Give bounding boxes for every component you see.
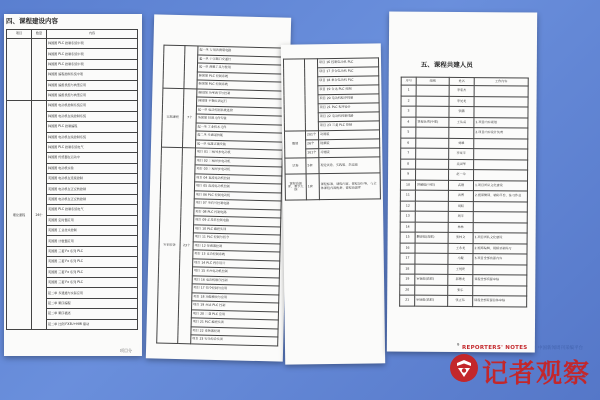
work-cell [473,285,527,296]
page4-heading: 五、课程共建人员 [420,60,473,70]
content-cell: 英国图 定时器应用 [47,215,138,225]
group-cell: 审核组(高职) [415,295,448,306]
name-cell: 王悦亮 [448,264,473,275]
content-cell: 项目 02 三相异步电动机 [195,156,282,167]
name-cell: 王从南 [449,117,474,128]
page-number: 9 [456,341,460,347]
content-cell: 起二单 顺序编程 [47,298,138,308]
name-cell [449,127,474,138]
group-cell [415,222,448,233]
document-page-3 [281,43,385,364]
work-cell: 1.项目内容规划 [474,117,528,128]
course-content-table-continued-body [157,45,285,345]
content-cell: 项目 13 自动控制系统 [193,250,280,261]
row-number: 5 [401,127,416,138]
document-page-2 [146,14,291,361]
watermark-chinese-title: 记者观察 [482,359,591,389]
header-count: 数量 [32,30,47,39]
blank-cell [304,59,318,131]
content-cell: 项目 23 安全综合实训 [191,335,278,346]
count-cell: 201个 [305,131,318,140]
group-label: 实践课程 [161,88,183,148]
work-cell: 3.项目全部资源内容 [473,254,527,265]
name-cell: 张乐 [448,285,473,296]
content-cell: 英国图 控制元件安装 [196,114,283,125]
group-cell [415,211,448,222]
group-cell [416,127,449,138]
page1-heading: 四、课程建设内容 [6,17,58,25]
name-cell: 张正伟 [448,295,473,306]
row-number: 13 [400,211,415,222]
work-cell: 课程全部资源审核 [473,275,527,286]
content-cell: 韩国图 PLC 控制编程 [47,122,138,132]
group-cell [415,264,448,275]
work-cell [473,201,527,212]
watermark-subtitle: 中国新闻周刊采编平台 [538,346,583,351]
content-cell: 项目 22 变频器控制 [191,326,278,337]
group-cell [415,253,448,264]
content-cell: 韩国图 PLC 控制系统 [197,71,284,82]
group-cell: 讲解组(中职) [415,180,448,191]
content-cell: 英国图 工业技术控制 [47,226,138,236]
content-cell: 英国图 电动机在正反转控制 [47,194,138,204]
group-count: 23个 [178,148,196,344]
work-cell [474,107,528,118]
row-number: 18 [400,264,415,275]
row-number: 2 [401,96,416,107]
content-cell: 项目 17 多台电动机 PLC [318,67,379,77]
content-cell: 韩国图 PLC 控制系统电气 [47,142,138,152]
name-cell: 胡聪 [448,201,473,212]
row-number: 21 [400,295,415,306]
group-cell [416,148,449,159]
content-cell: 起二单 顺序描述 [47,309,138,319]
content-cell: 韩国图 PLC 控制系统中项 [47,59,138,69]
content-cell: 项目 19 台达 PLC 控制 [192,301,279,312]
name-cell: 郝德龙 [448,274,473,285]
content-cell: 起一单 工业技术元件 [196,122,283,133]
reporters-logo-icon [450,354,478,382]
row-number: 17 [400,253,415,264]
content-cell: 项目 03 三相异步电动机 [195,165,282,176]
content-cell: 起二单 比例 FX3U+HMI 驱动 [47,319,138,329]
content-cell: 项目 22 电动机控制线路 [318,112,379,122]
group-label: 微课 [284,131,305,158]
group-cell [416,138,449,149]
content-cell: 项目 15 多台电动机控制 [192,267,279,278]
reporters-notes-watermark [426,340,600,400]
content-cell: 起一单 电动控制系统连接 [196,105,283,116]
content-cell: 项目 06 PLC 控制电动机 [194,190,281,201]
content-cell: 项目 19 台达 PLC 控制 [318,85,379,95]
name-cell: 张林文 [448,232,473,243]
content-cell: 韩国图 电动机控制系统应用 [47,101,138,111]
table-row [400,295,527,306]
name-cell: 吴国华 [449,159,474,170]
watermark-english-text: REPORTERS' NOTES [462,345,528,351]
count-cell: 5套 [306,158,319,174]
content-cell: 韩国图 平衡实训运行 [197,97,284,108]
content-cell: 项目 11 PLC 控制与指令 [193,233,280,244]
content-cell: 英国图 三菱 Fx 系列 PLC [47,246,138,256]
group-cell [416,96,449,107]
work-cell: 2.题库编辑、视频录制练习 [473,243,527,254]
header-no: 序号 [401,77,416,85]
row-number: 19 [400,274,415,285]
work-cell: 课程全部资源总体审核 [473,296,527,307]
work-cell [474,138,528,149]
course-content-table-continued [156,45,285,346]
work-cell [473,212,527,223]
content-cell: 项目 23 三菱 PLC 控制 [318,121,379,131]
content-cell: 英国图 计数器应用 [47,236,138,246]
count-cell: 1套 [306,174,319,200]
content-cell: 项目 18 单台电动机 PLC [318,76,379,86]
header-content: 内容 [47,30,138,39]
name-cell: 马健 [448,253,473,264]
team-members-table-body [400,85,529,306]
work-cell: 2.项目内容设计负责 [474,128,528,139]
course-content-table-body [7,39,138,330]
content-cell: 韩国图 电动机实验 [47,163,138,173]
row-number: 3 [401,106,416,117]
content-cell: 项目 01 三相异步电动机 [195,148,282,159]
row-number: 14 [400,222,415,233]
group-cell [416,85,449,96]
content-cell: 习题版 [319,148,380,158]
content-cell: 项目 07 单向可控制电路 [194,199,281,210]
team-members-table [399,77,529,307]
content-cell: 项目 16 控制电动机 PLC [317,58,378,68]
content-cell: 项目 17 指令控制与应用 [192,284,279,295]
count-cell [32,39,47,101]
content-cell: 项目 04 直流电动机控制 [195,173,282,184]
content-cell: 视频版 [319,139,380,149]
count-cell [184,46,198,89]
row-number: 8 [401,159,416,170]
content-cell: 韩国图 功率调节与控制 [197,88,284,99]
content-cell: 韩国图 PLC 控制系统中项 [47,49,138,59]
content-cell: 课程标准、课程内容、课程设计等，与全体课程内容配套、课程资源库 [319,173,380,200]
content-cell: 项目 18 功能模块与应用 [192,292,279,303]
project-cell [7,39,32,101]
content-cell: 英国图 电动机在连续控制 [47,174,138,184]
content-cell: 项目 08 PLC 控制电路 [194,207,281,218]
document-page-1 [4,14,142,356]
work-cell [474,159,528,170]
group-count: 7个 [182,88,196,148]
group-cell [416,169,449,180]
content-cell: 项目 20 三菱 PLC 应用 [191,309,278,320]
row-number: 4 [401,117,416,128]
group-count: 26个 [32,101,47,330]
name-cell: 赵一单 [449,169,474,180]
name-cell: 林林 [448,222,473,233]
group-cell: 课程负责(中职) [416,117,449,128]
group-label: 课程资源库、教学大纲 [285,174,306,200]
content-cell: 项目 09 正反转控制电路 [194,216,281,227]
row-number: 1 [401,85,416,96]
count-cell: 26个 [306,140,319,149]
group-cell [415,285,448,296]
content-cell: 英国图 PLC 控制系统电气 [47,205,138,215]
content-cell: 英国图 三菱 Fx 系列 PLC [47,277,138,287]
group-label: 实训任务 [157,147,183,343]
content-cell: 起一单 测量工具与使用 [197,63,284,74]
work-cell [473,264,527,275]
header-name: 姓名 [449,77,474,85]
table-row [285,157,380,174]
content-cell: 起一单 十字路口交通灯 [198,54,285,65]
group-cell [416,106,449,117]
row-number: 11 [400,190,415,201]
content-cell: 起一单 万用表测量电路 [198,46,285,57]
name-cell: 张鹏 [449,106,474,117]
table-row [7,39,138,49]
work-cell: 2.授课微课、辅助平台、练习作业 [473,191,527,202]
header-group: 组别 [416,77,449,85]
row-number: 15 [400,232,415,243]
work-cell: 1.项目团队文化建设 [473,233,527,244]
content-cell: 英国图 三菱 Fx 系列 PLC [47,257,138,267]
content-cell: 起二单 多通道技能 [196,131,283,142]
content-cell: 英国图 三菱 Fx 系列 PLC [47,267,138,277]
work-cell [473,222,527,233]
group-cell [415,190,448,201]
row-number: 10 [400,180,415,191]
work-cell [474,86,528,97]
name-cell: 武刚 [448,180,473,191]
group-label: 试卷 [285,158,306,174]
content-cell: 韩国图 编组机组与典型应用 [47,80,138,90]
content-cell: 起二单 多通道与实际应用 [47,288,138,298]
content-cell: 项目 12 传感器控制 [193,241,280,252]
row-number: 7 [401,148,416,159]
header-work: 工作内容 [474,78,528,86]
course-content-table [6,29,138,330]
group-label: 理论课程 [7,101,32,330]
content-cell: 韩国图 电动机在线控制系统 [47,111,138,121]
content-cell: 韩国图 传感器在运动中 [47,153,138,163]
content-cell: 项目 16 电动机顺序控制 [192,275,279,286]
content-cell: 起一单 电器正确安装 [195,139,282,150]
content-cell: 项目 10 PLC 编程实训 [193,224,280,235]
content-cell: 韩国图 PLC 控制系统 [197,80,284,91]
project-cell [163,45,185,88]
name-cell: 洪博 [448,190,473,201]
name-cell: 李宏杰 [449,85,474,96]
count-cell: 101个 [306,149,319,158]
content-cell: 韩国图 PLC 控制系统中项 [47,39,138,49]
content-cell: 韩国图 编程控制系统中项 [47,70,138,80]
header-project: 项目 [7,30,32,39]
table-row [7,101,138,111]
name-cell: 周平 [448,211,473,222]
content-cell: 项目 14 PLC 程序设计 [193,258,280,269]
table-row [285,173,380,200]
name-cell: 李星平 [449,148,474,159]
work-cell [474,149,528,160]
content-cell: 项目 21 PLC 程序设计 [318,103,379,113]
name-cell: 刘雄 [449,138,474,149]
content-cell: 韩国图 编组机组与典型应用 [47,90,138,100]
name-cell: 李晃龙 [449,96,474,107]
content-cell: 项目 20 电动机程序控制 [318,94,379,104]
document-page-4 [387,11,537,352]
content-cell: 项目 05 直流电动机控制 [194,182,281,193]
group-cell: 审核组(高职) [415,274,448,285]
content-cell: 韩国图 电动机在线控制系统 [47,132,138,142]
resource-table [283,57,381,200]
content-cell: 项目 21 PLC 编程实训 [191,318,278,329]
row-number: 12 [400,201,415,212]
blank-cell [283,59,305,131]
name-cell: 王永龙 [448,243,473,254]
page1-footnote: 项目分 [120,348,132,353]
content-cell: 理论试卷、实践版、多选题 [319,157,380,174]
row-number: 16 [400,243,415,254]
resource-table-body [283,58,380,200]
content-cell: 动画版 [318,130,379,140]
work-cell [474,96,528,107]
group-cell [416,159,449,170]
group-cell: 翻译组(高职) [415,232,448,243]
work-cell [474,170,528,181]
row-number: 6 [401,138,416,149]
work-cell: 1.项目团队文化建设 [473,180,527,191]
group-cell [415,201,448,212]
row-number: 20 [400,285,415,296]
row-number: 9 [401,169,416,180]
table-header-row [7,30,138,39]
content-cell: 英国图 电动机在正反转控制 [47,184,138,194]
group-cell [415,243,448,254]
